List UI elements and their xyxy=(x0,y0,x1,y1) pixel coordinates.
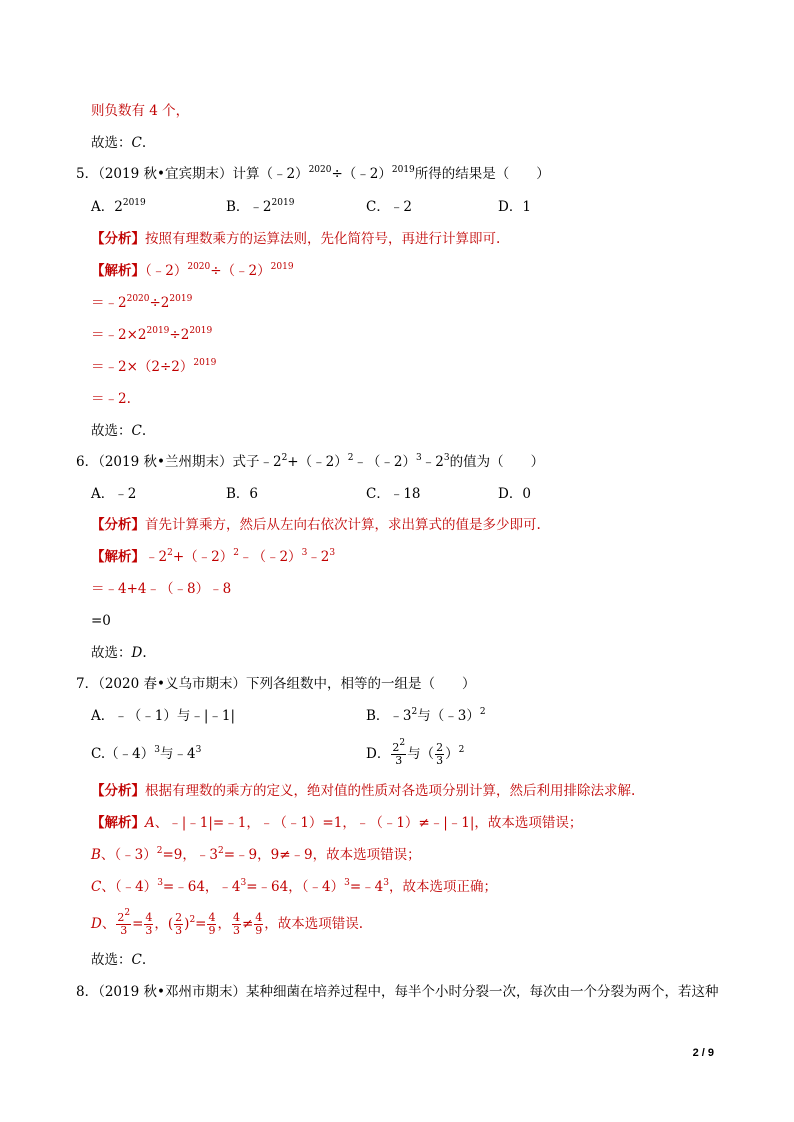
q7-option-b: B．$﹣3^2$与（﹣3）$^2$ xyxy=(366,707,486,724)
q5-stem-part: 所得的结果是（ ） xyxy=(414,166,550,182)
q5-exp: 2020 xyxy=(308,165,332,175)
q6-number: 6． xyxy=(76,454,99,470)
q5-stem-part: 计算（﹣2） xyxy=(232,166,309,182)
q8-stem: 8．（2019 秋•邓州市期末）某种细菌在培养过程中，每半个小时分裂一次，每次由一个分裂为两个，若这种 xyxy=(76,984,719,1000)
q5-solution-line-2: $=﹣2^{2020}\div 2^{2019}$ xyxy=(91,294,193,311)
solution-tag: 【解析】 xyxy=(91,263,145,279)
q7-option-a: A．﹣（﹣1）与﹣|﹣1| xyxy=(91,708,236,724)
q5-stem-part: ÷（﹣2） xyxy=(331,166,392,182)
q7-solution-d: D、 $\frac{2^2}{3}$ = $\frac{4}{3}$ ，( $\frac{2}{3}$ )$^2$= $\frac{4}{9}$ ， $\frac{4}{3}$ ≠ $\frac{4}{9}$ ，故本选项错误. xyxy=(91,908,364,937)
q7-analysis: 【分析】根据有理数的乘方的定义，绝对值的性质对各选项分别计算，然后利用排除法求解. xyxy=(91,783,636,799)
q5-solution-line-4: $=﹣2\times(2\div 2)^{2019}$ xyxy=(91,358,217,375)
q7-option-d: D． $\frac{2^2}{3}$ 与（ $\frac{2}{3}$ ）$^2$ xyxy=(366,738,465,767)
q8-source: （2019 秋•邓州市期末） xyxy=(98,984,246,1000)
q7-solution-a: 【解析】A、﹣|﹣1|=﹣1，﹣（﹣1）=1，﹣（﹣1）≠﹣|﹣1|，故本选项错误； xyxy=(91,815,583,831)
q5-number: 5． xyxy=(76,166,99,182)
q8-number: 8． xyxy=(76,984,99,1000)
q6-source: （2019 秋•兰州期末） xyxy=(98,454,233,470)
q5-source: （2019 秋•宜宾期末） xyxy=(98,166,233,182)
q7-option-c: C.（﹣4）$^3$与$﹣4^3$ xyxy=(91,745,202,762)
q6-option-a: A．﹣2 xyxy=(91,486,137,502)
analysis-tag: 【分析】 xyxy=(91,231,145,247)
q7-stem: 7．（2020 春•义乌市期末）下列各组数中，相等的一组是（ ） xyxy=(76,676,476,692)
prev-answer: 故选：C. xyxy=(91,135,147,151)
q7-number: 7． xyxy=(76,676,99,692)
fraction: $\frac{2^2}{3}$ xyxy=(392,738,406,767)
q7-answer: 故选：C. xyxy=(91,952,147,968)
q6-answer: 故选：D. xyxy=(91,645,147,661)
q5-option-d: D．1 xyxy=(498,199,531,215)
q6-option-b: B．6 xyxy=(226,486,259,502)
q6-solution-line-3: =0 xyxy=(91,613,111,629)
q6-stem: 6．（2019 秋•兰州期末）式子$﹣2^2+(﹣2)^2﹣(﹣2)^3﹣2^3$的值为（ ） xyxy=(76,453,545,470)
q5-exp: 2019 xyxy=(391,165,415,175)
q5-option-a: A．$2^{2019}$ xyxy=(91,198,146,215)
q5-analysis: 【分析】按照有理数乘方的运算法则，先化简符号，再进行计算即可. xyxy=(91,231,501,247)
q5-stem xyxy=(76,164,550,184)
q6-analysis: 【分析】首先计算乘方，然后从左向右依次计算，求出算式的值是多少即可. xyxy=(91,517,541,533)
q6-solution-line-1: 【解析】$﹣2^2+(﹣2)^2﹣(﹣2)^3﹣2^3$ xyxy=(91,548,336,565)
q7-source: （2020 春•义乌市期末） xyxy=(98,676,246,692)
q6-option-c: C．﹣18 xyxy=(366,486,421,502)
page-number: 2 / 9 xyxy=(692,1047,714,1059)
q6-option-d: D．0 xyxy=(498,486,531,502)
q5-solution-line-1: 【解析】（﹣2）$^{2020}$÷（﹣2）$^{2019}$ xyxy=(91,262,294,279)
q5-solution-line-3: $=﹣2\times 2^{2019}\div 2^{2019}$ xyxy=(91,326,213,343)
fraction: $\frac{2}{3}$ xyxy=(436,741,444,767)
q5-option-b: B．$﹣2^{2019}$ xyxy=(226,198,295,215)
q7-solution-c: C、（﹣4）$^3$=﹣64，$﹣4^3=﹣64$，$(﹣4)^3=﹣4^3$，故本选项正确； xyxy=(91,878,497,895)
q5-option-c: C．﹣2 xyxy=(366,199,412,215)
q7-solution-b: B、（﹣3）$^2$=9，$﹣3^2=﹣9$，9≠﹣9，故本选项错误； xyxy=(91,846,421,863)
prev-neg-count: 则负数有 4 个， xyxy=(91,103,190,119)
q5-solution-line-5: ＝﹣2. xyxy=(91,391,131,407)
q6-solution-line-2: ＝﹣4+4﹣（﹣8）﹣8 xyxy=(91,581,232,597)
q5-answer: 故选：C. xyxy=(91,423,147,439)
